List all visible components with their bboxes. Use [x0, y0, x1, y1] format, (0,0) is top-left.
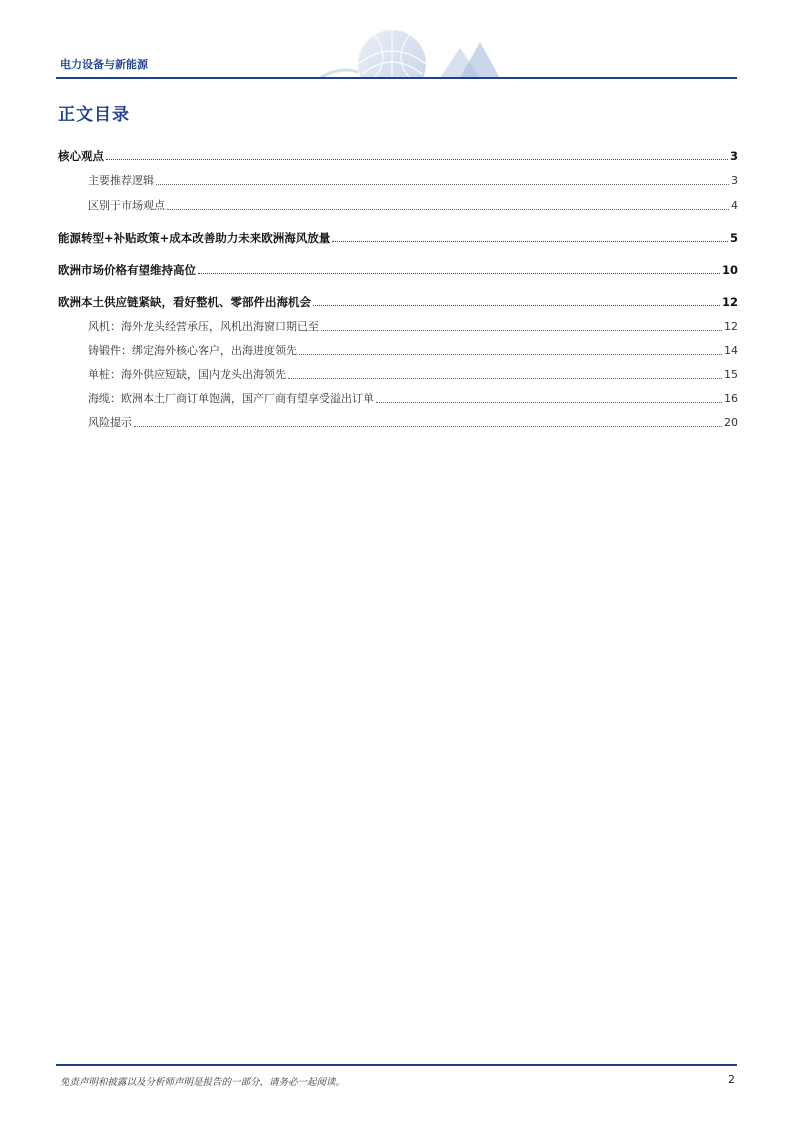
toc-leader-dots [156, 183, 729, 185]
toc-entry[interactable] [58, 170, 738, 188]
toc-entry-text: 区别于市场观点 [88, 199, 165, 212]
toc-entry-page: 12 [724, 320, 738, 333]
toc-entry-text: 欧洲市场价格有望维持高位 [58, 263, 196, 277]
toc-entry[interactable] [58, 195, 738, 213]
globe-logo-icon [300, 28, 530, 78]
toc-heading: 正文目录 [58, 105, 130, 125]
toc-leader-dots [134, 425, 722, 427]
toc-leader-dots [198, 272, 720, 274]
toc-entry-page: 4 [731, 199, 738, 212]
toc-leader-dots [167, 208, 729, 210]
toc-entry-text: 风机：海外龙头经营承压，风机出海窗口期已至 [88, 320, 319, 333]
toc-entry-page: 15 [724, 368, 738, 381]
toc-leader-dots [332, 240, 728, 242]
toc-leader-dots [299, 353, 722, 355]
toc-entry-text: 铸锻件：绑定海外核心客户，出海进度领先 [88, 344, 297, 357]
toc-leader-dots [313, 304, 720, 306]
toc-leader-dots [376, 401, 722, 403]
toc-entry[interactable] [58, 291, 738, 309]
toc-entry-text: 核心观点 [58, 149, 104, 163]
toc-entry-page: 10 [721, 263, 738, 277]
toc-entry-page: 16 [724, 392, 738, 405]
footer-disclaimer: 免责声明和披露以及分析师声明是报告的一部分，请务必一起阅读。 [60, 1077, 346, 1088]
toc-entry-text: 欧洲本土供应链紧缺，看好整机、零部件出海机会 [58, 295, 311, 309]
toc-entry-text: 单桩：海外供应短缺，国内龙头出海领先 [88, 368, 286, 381]
toc-entry-page: 3 [729, 149, 738, 163]
toc-entry[interactable] [58, 412, 738, 430]
footer-divider [56, 1064, 737, 1066]
toc-entry-text: 能源转型+补贴政策+成本改善助力未来欧洲海风放量 [58, 231, 331, 245]
toc-entry[interactable] [58, 388, 738, 406]
page-header [0, 0, 793, 82]
toc-leader-dots [106, 158, 728, 160]
toc-entry-page: 12 [721, 295, 738, 309]
toc-entry[interactable] [58, 340, 738, 358]
page-number: 2 [728, 1073, 735, 1086]
toc-entry[interactable] [58, 227, 738, 245]
toc-entry-page: 20 [724, 416, 738, 429]
toc-entry-page: 3 [731, 174, 738, 187]
toc-entry[interactable] [58, 316, 738, 334]
toc-entry-page: 14 [724, 344, 738, 357]
toc-entry-text: 主要推荐逻辑 [88, 174, 154, 187]
header-divider [56, 77, 737, 79]
toc-leader-dots [321, 329, 722, 331]
toc-entry-text: 风险提示 [88, 416, 132, 429]
toc-entry-page: 5 [729, 231, 738, 245]
toc-entry[interactable] [58, 259, 738, 277]
toc-entry-text: 海缆：欧洲本土厂商订单饱满，国产厂商有望享受溢出订单 [88, 392, 374, 405]
header-section-title: 电力设备与新能源 [60, 58, 148, 71]
toc-entry[interactable] [58, 145, 738, 163]
toc-entry[interactable] [58, 364, 738, 382]
toc-leader-dots [288, 377, 722, 379]
